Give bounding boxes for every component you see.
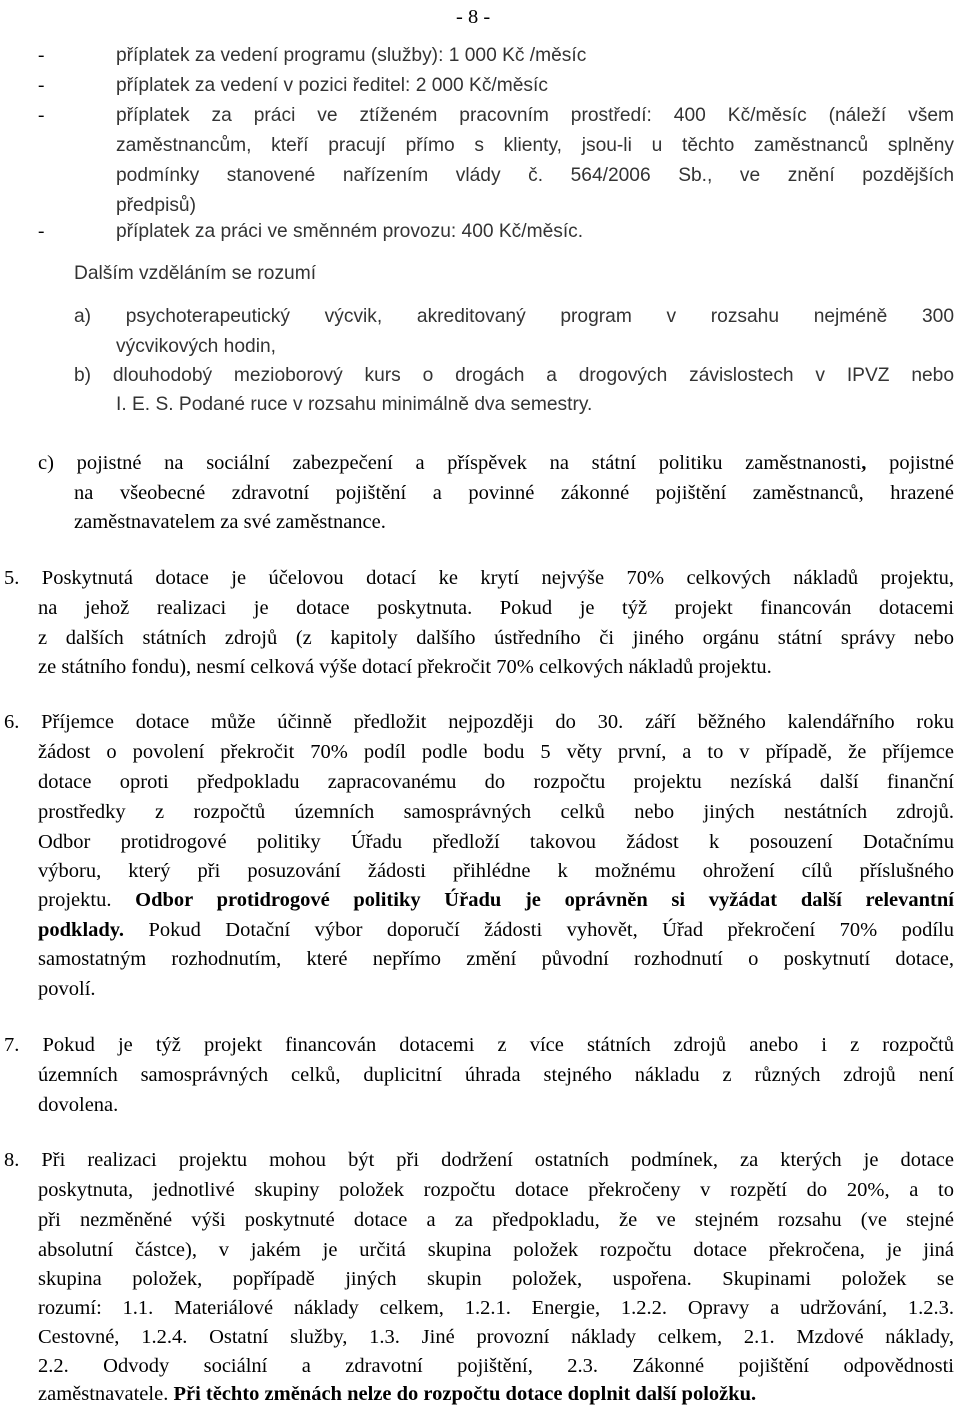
item-8-line: poskytnuta, jednotlivé skupiny položek rozpočtu dotace překročeny v rozpětí do 20%, a to [38, 1179, 954, 1201]
item-c-line: zaměstnavatelem za své zaměstnance. [74, 511, 386, 533]
item-8-line: 8. Při realizaci projektu mohou být při dodržení ostatních podmínek, za kterých je dotace [4, 1149, 954, 1171]
list-item-text: příplatek za práci ve směnném provozu: 400 Kč/měsíc. [116, 221, 584, 242]
list-item-text: předpisů) [116, 195, 196, 216]
item-5-line: z dalších státních zdrojů (z kapitoly dalšího ústředního či jiného orgánu státní správy nebo [38, 627, 954, 649]
item-6-line: samostatným rozhodnutím, které nepřímo změní původní rozhodnutí o poskytnutí dotace, [38, 948, 954, 970]
item-6-line: projektu. Odbor protidrogové politiky Úřadu je oprávněn si vyžádat další relevantní [38, 889, 954, 911]
item-7-line: 7. Pokud je týž projekt financován dotacemi z více státních zdrojů anebo i z rozpočtů [4, 1034, 954, 1056]
item-6-line: výboru, který při posuzování žádosti přihlédne k možnému ohrožení cílů příslušného [38, 860, 954, 882]
item-c-line: na všeobecné zdravotní pojištění a povinné zákonné pojištění zaměstnanců, hrazené [74, 482, 954, 504]
item-5-line: ze státního fondu), nesmí celková výše dotací překročit 70% celkových nákladů projektu. [38, 656, 772, 678]
item-8-line: při nezměněné výši poskytnuté dotace a za předpokladu, že ve stejném rozsahu (ve stejné [38, 1209, 954, 1231]
item-6-line: žádost o povolení překročit 70% podíl podle bodu 5 věty první, a to v případě, že příjemce [38, 741, 954, 763]
list-item-text: příplatek za vedení v pozici ředitel: 2 000 Kč/měsíc [116, 75, 548, 96]
item-6-line: dotace oproti předpokladu zapracovanému do rozpočtu projektu nezíská další finanční [38, 771, 954, 793]
list-item-text: zaměstnancům, kteří pracují přímo s klienty, jsou-li u těchto zaměstnanců splněny [116, 135, 954, 156]
item-8-line: rozumí: 1.1. Materiálové náklady celkem, 1.2.1. Energie, 1.2.2. Opravy a udržování, 1.2.3. [38, 1297, 954, 1319]
list-item: - [38, 105, 45, 126]
further-education-b: b) dlouhodobý mezioborový kurs o drogách a drogových závislostech v IPVZ nebo [74, 365, 954, 386]
item-6-line: podklady. Pokud Dotační výbor doporučí žádosti vyhovět, Úřad překročení 70% podílu [38, 919, 954, 941]
further-education-a: a) psychoterapeutický výcvik, akreditovaný program v rozsahu nejméně 300 [74, 306, 954, 327]
item-8-line: Cestovné, 1.2.4. Ostatní služby, 1.3. Jiné provozní náklady celkem, 2.1. Mzdové náklady, [38, 1326, 954, 1348]
item-8-line: absolutní částce), v jakém je určitá skupina položek rozpočtu dotace překročena, je jiná [38, 1239, 954, 1261]
list-item-text: příplatek za vedení programu (služby): 1 000 Kč /měsíc [116, 45, 587, 66]
item-5-line: na jehož realizaci je dotace poskytnuta. Pokud je týž projekt financován dotacemi [38, 597, 954, 619]
item-6-line: Odbor protidrogové politiky Úřadu předloží takovou žádost k posouzení Dotačnímu [38, 831, 954, 853]
list-item-text: příplatek za práci ve ztíženém pracovním prostředí: 400 Kč/měsíc (náleží všem [116, 105, 954, 126]
item-5-line: 5. Poskytnutá dotace je účelovou dotací ke krytí nejvýše 70% celkových nákladů projektu, [4, 567, 954, 589]
further-education-a-cont: výcvikových hodin, [116, 336, 276, 357]
list-item: - příplatek za vedení v pozici ředitel: 2 000 Kč/měsíc [38, 72, 44, 100]
list-item: - příplatek za práci ve směnném provozu: 400 Kč/měsíc. [38, 218, 44, 246]
item-6-line: prostředky z rozpočtů územních samosprávných celků nebo jiných nestátních zdrojů. [38, 801, 954, 823]
item-7-line: dovolena. [38, 1094, 119, 1116]
item-6-line: povolí. [38, 978, 96, 1000]
item-8-line: 2.2. Odvody sociální a zdravotní pojištění, 2.3. Zákonné pojištění odpovědnosti [38, 1355, 954, 1377]
list-item-text: podmínky stanovené nařízením vlády č. 564/2006 Sb., ve znění pozdějších [116, 165, 954, 186]
item-7-line: územních samosprávných celků, duplicitní úhrada stejného nákladu z různých zdrojů není [38, 1064, 954, 1086]
list-item: - příplatek za vedení programu (služby): 1 000 Kč /měsíc [38, 42, 44, 70]
item-8-line: skupina položek, popřípadě jiných skupin položek, uspořena. Skupinami položek se [38, 1268, 954, 1290]
page-number: - 8 - [456, 6, 491, 28]
further-education-heading: Dalším vzděláním se rozumí [74, 263, 317, 284]
item-6-line: 6. Příjemce dotace může účinně předložit nejpozději do 30. září běžného kalendářního roku [4, 711, 954, 733]
item-8-line: zaměstnavatele. Při těchto změnách nelze do rozpočtu dotace doplnit další položku. [38, 1383, 757, 1405]
item-c-line: c) pojistné na sociální zabezpečení a příspěvek na státní politiku zaměstnanosti, pojistné [38, 452, 954, 474]
further-education-b-cont: I. E. S. Podané ruce v rozsahu minimálně dva semestry. [116, 394, 593, 415]
